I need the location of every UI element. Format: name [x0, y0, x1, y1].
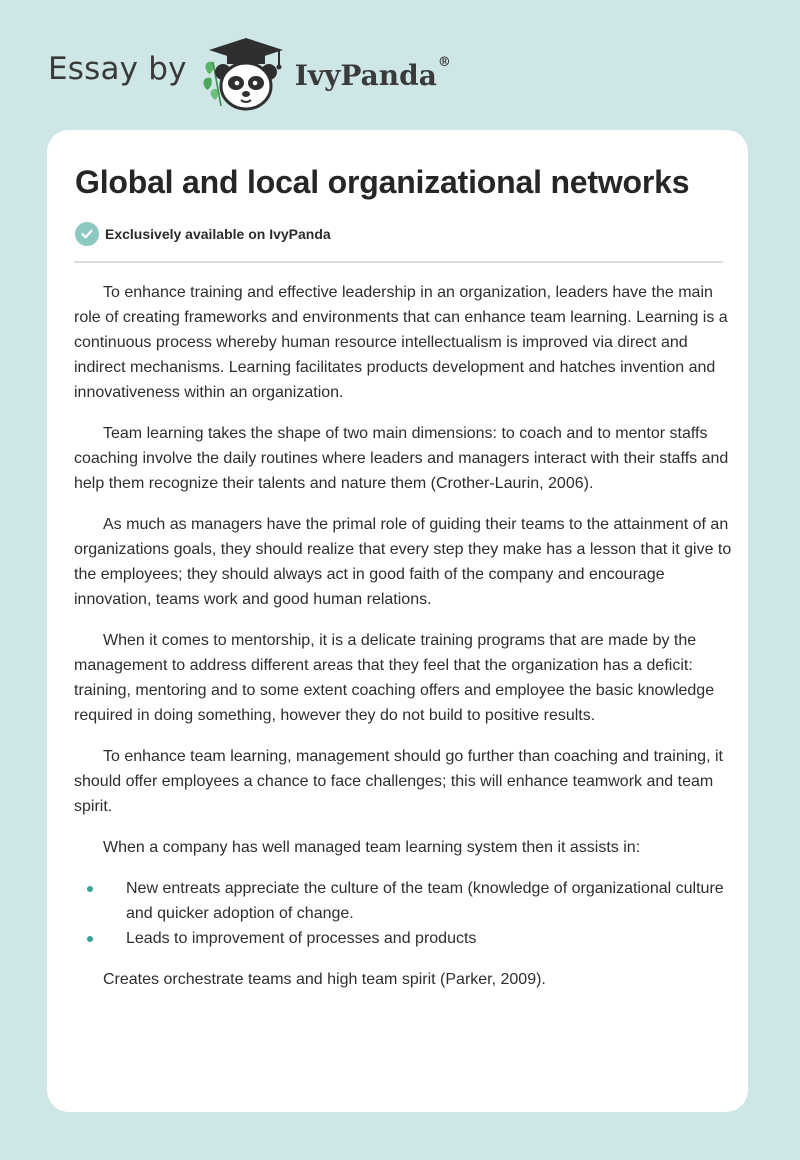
- paragraph: To enhance training and effective leadership in an organization, leaders have the main role of creating frameworks and environments that can enhance team learning. Learning is a continuous process whereby human resource intellectualism is improved via direct and indirect mechanisms. Learning facilitates products development and hatches invention and innovativeness within an organization.: [74, 284, 728, 401]
- essay-card: [47, 130, 748, 1112]
- page-title: Global and local organizational networks: [75, 164, 690, 200]
- panda-logo-icon[interactable]: [201, 34, 291, 114]
- registered-mark: ®: [437, 54, 451, 70]
- list-item-text: Leads to improvement of processes and products: [126, 930, 477, 947]
- divider: [74, 261, 723, 263]
- brand-name[interactable]: IvyPanda®: [294, 54, 451, 92]
- paragraph: When a company has well managed team learning system then it assists in:: [103, 839, 641, 856]
- bullet-dot-icon: [87, 886, 93, 892]
- paragraph: As much as managers have the primal role of guiding their teams to the attainment of an organizations goals, they should realize that every step they make has a lesson that it give to the employees; they should always act in good faith of the company and encourage innovation, teams work and good human relations.: [74, 516, 732, 608]
- badge-label: Exclusively available on IvyPanda: [105, 226, 331, 242]
- essay-body: [74, 280, 734, 1008]
- paragraph: When it comes to mentorship, it is a delicate training programs that are made by the management to address different areas that they feel that the organization has a deficit: training, mentoring and to some extent coaching offers and employee the basic knowledge required in doing something, however they do not build to positive results.: [74, 632, 715, 724]
- bullet-list: [74, 876, 734, 951]
- list-item: [74, 876, 734, 926]
- closing-paragraph: Creates orchestrate teams and high team spirit (Parker, 2009).: [103, 971, 546, 988]
- bullet-dot-icon: [87, 936, 93, 942]
- exclusive-badge: [75, 222, 331, 246]
- list-item: [74, 926, 734, 951]
- paragraph: To enhance team learning, management should go further than coaching and training, it should offer employees a chance to face challenges; this will enhance teamwork and team spirit.: [74, 748, 723, 815]
- site-header: [48, 34, 451, 114]
- check-circle-icon: [75, 222, 99, 246]
- essay-by-label: Essay by: [48, 51, 187, 87]
- paragraph: Team learning takes the shape of two main dimensions: to coach and to mentor staffs coaching involve the daily routines where leaders and managers interact with their staffs and help them recognize their talents and nature them (Crother-Laurin, 2006).: [74, 425, 729, 492]
- list-item-text: New entreats appreciate the culture of the team (knowledge of organizational culture and quicker adoption of change.: [126, 880, 724, 922]
